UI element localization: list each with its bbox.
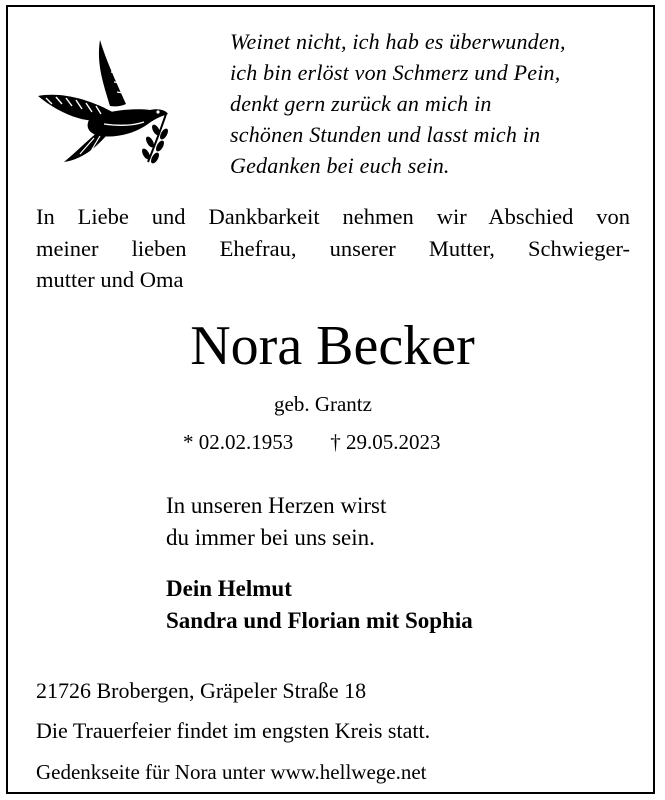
dove-with-olive-branch-icon (30, 30, 190, 170)
intro-line: meiner lieben Ehefrau, unserer Mutter, Schwieger- (36, 235, 630, 261)
intro-line: mutter und Oma (36, 267, 184, 292)
poem-line: Gedanken bei euch sein. (230, 153, 450, 178)
poem-line: denkt gern zurück an mich in (230, 91, 492, 116)
verse-line: In unseren Herzen wirst (166, 493, 387, 518)
memorial-page-note: Gedenkseite für Nora unter www.hellwege.net (36, 760, 427, 784)
poem (230, 26, 566, 181)
intro-paragraph (36, 201, 630, 296)
life-dates (183, 428, 441, 456)
mourner-line: Dein Helmut (166, 576, 292, 601)
verse (166, 490, 386, 554)
death-date: † 29.05.2023 (330, 430, 441, 454)
service-note: Die Trauerfeier findet im engsten Kreis statt. (36, 718, 431, 743)
maiden-name: geb. Grantz (274, 392, 372, 416)
deceased-name: Nora Becker (190, 315, 475, 377)
poem-line: schönen Stunden und lasst mich in (230, 122, 541, 147)
birth-date: * 02.02.1953 (183, 430, 294, 454)
poem-line: ich bin erlöst von Schmerz und Pein, (230, 60, 561, 85)
address: 21726 Brobergen, Gräpeler Straße 18 (36, 678, 367, 703)
poem-line: Weinet nicht, ich hab es überwunden, (230, 29, 566, 54)
verse-line: du immer bei uns sein. (166, 525, 375, 550)
mourner-line: Sandra und Florian mit Sophia (166, 608, 473, 633)
intro-line: In Liebe und Dankbarkeit nehmen wir Abschied von (36, 204, 630, 229)
mourners (166, 573, 473, 637)
